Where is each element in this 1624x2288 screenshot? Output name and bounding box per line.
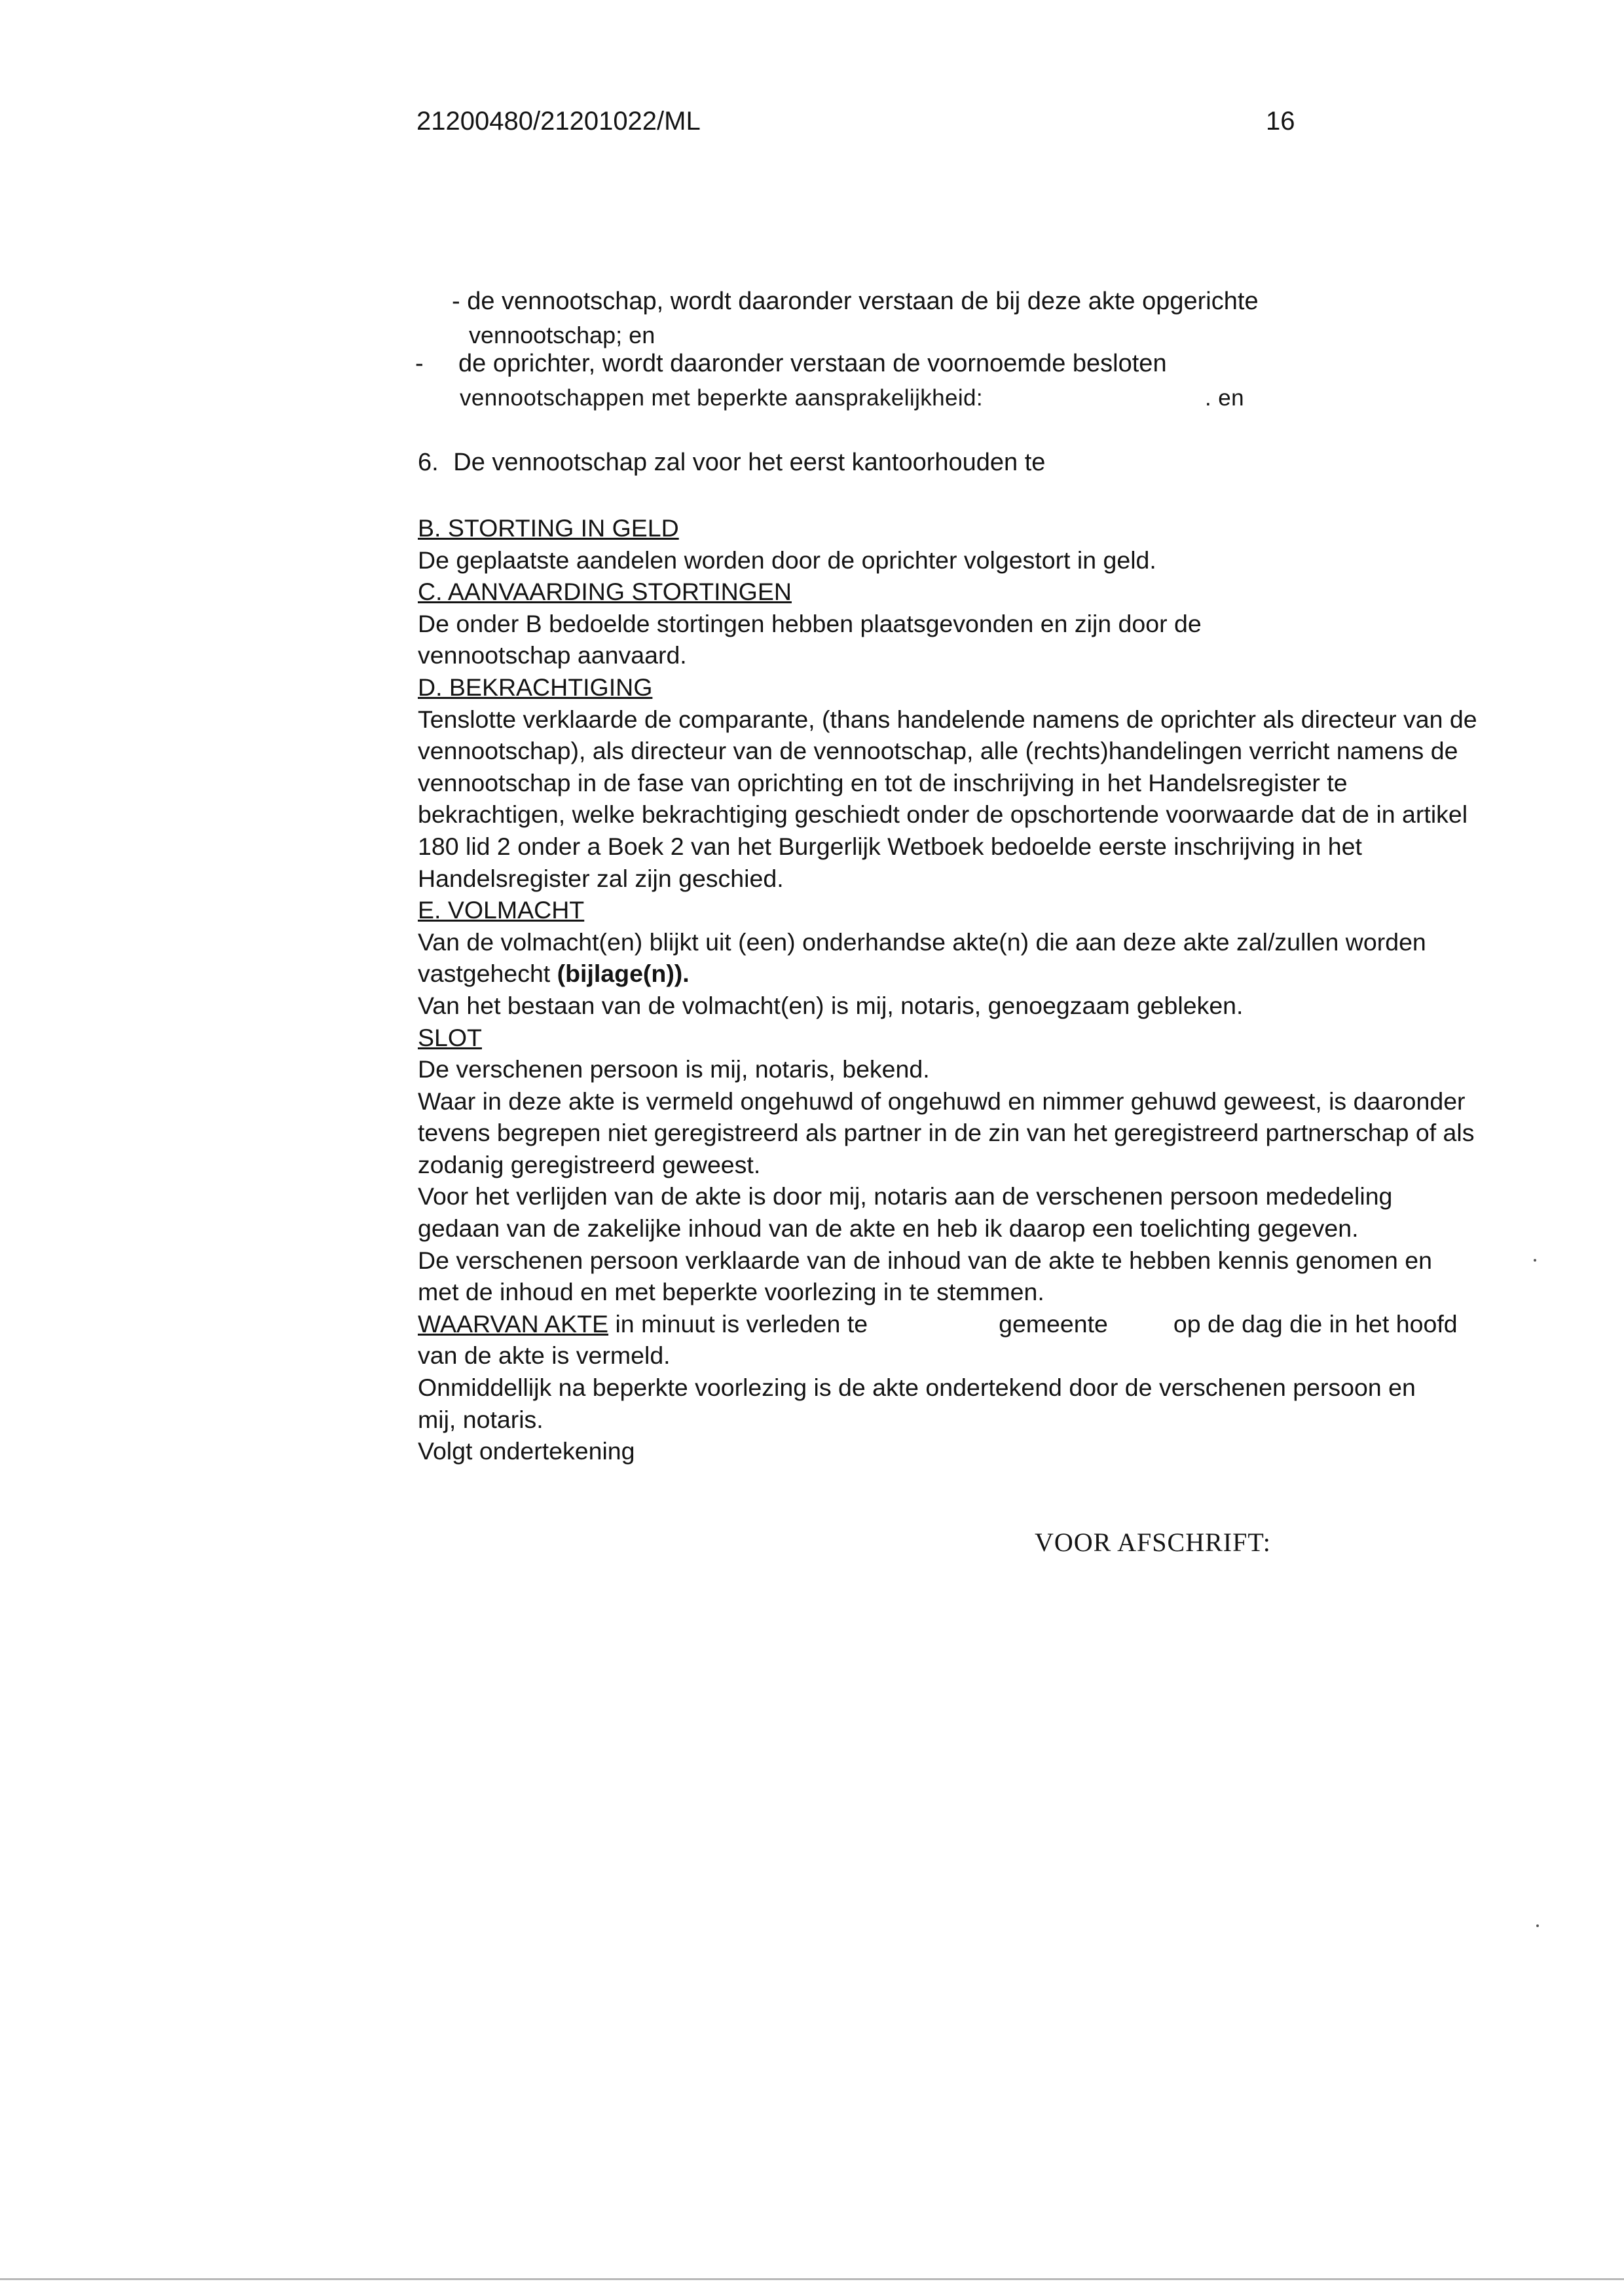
definition-2-line-1: de oprichter, wordt daaronder verstaan de voornoemde besloten <box>458 350 1167 377</box>
definition-2-suffix: . en <box>1205 385 1244 411</box>
document-body <box>418 512 1492 1467</box>
document-reference: 21200480/21201022/ML <box>416 107 701 136</box>
section-b-heading: B. STORTING IN GELD <box>418 514 679 542</box>
slot-paragraph-4: De verschenen persoon verklaarde van de inhoud van de akte te hebben kennis genomen en met de inhoud en met beperkte voorlezing in te stemmen. <box>418 1246 1432 1306</box>
waarvan-akte-paragraph <box>418 1308 1492 1372</box>
definition-2-text: vennootschappen met beperkte aansprakelijkheid: <box>460 385 984 411</box>
section-e-text-1 <box>418 926 1479 990</box>
page-number: 16 <box>1266 107 1295 136</box>
scan-speck <box>1536 1924 1539 1927</box>
definition-1-line-1 <box>452 286 1259 317</box>
definition-1-line-2: vennootschap; en <box>469 322 655 348</box>
section-d-text: Tenslotte verklaarde de comparante, (thans handelende namens de oprichter als directeur van de vennootschap), als directeur van de vennootschap, alle (rechts)handelingen verricht namens de vennootschap in de fase van oprichting en tot de inschrijving in het Handelsregister te bekrachtigen, welke bekrachtiging geschiedt onder de opschortende voorwaarde dat de in artikel 180 lid 2 onder a Boek 2 van het Burgerlijk Wetboek bedoelde eerste inschrijving in het Handelsregister zal zijn geschied. <box>418 705 1477 892</box>
definition-1-text: de vennootschap, wordt daaronder verstaan de bij deze akte opgerichte <box>467 288 1259 315</box>
waarvan-akte-text-1: in minuut is verleden te <box>615 1309 868 1338</box>
definition-2-bullet: - <box>415 350 424 377</box>
section-e-text-2: Van het bestaan van de volmacht(en) is mij, notaris, genoegzaam gebleken. <box>418 991 1244 1019</box>
section-e-bijlage: (bijlage(n)). <box>557 960 690 988</box>
section-c-text: De onder B bedoelde stortingen hebben plaatsgevonden en zijn door de vennootschap aanvaard. <box>418 609 1202 669</box>
article-6 <box>418 447 1045 478</box>
scan-speck <box>1534 1259 1536 1262</box>
scan-edge-line <box>0 2278 1624 2280</box>
section-e-heading: E. VOLMACHT <box>418 896 585 924</box>
section-c-heading: C. AANVAARDING STORTINGEN <box>418 578 792 606</box>
voor-afschrift: VOOR AFSCHRIFT: <box>1035 1528 1271 1557</box>
slot-paragraph-5: Onmiddellijk na beperkte voorlezing is de akte ondertekend door de verschenen persoon en mij, notaris. <box>418 1374 1416 1433</box>
waarvan-akte-text-2: gemeente <box>999 1309 1108 1338</box>
article-6-number: 6. <box>418 449 439 476</box>
slot-paragraph-2: Waar in deze akte is vermeld ongehuwd of ongehuwd en nimmer gehuwd geweest, is daaronder tevens begrepen niet geregistreerd als partner in de zin van het geregistreerd partnerschap of als zodanig geregistreerd geweest. <box>418 1087 1475 1178</box>
slot-paragraph-1: De verschenen persoon is mij, notaris, bekend. <box>418 1055 930 1083</box>
waarvan-akte-heading: WAARVAN AKTE <box>418 1309 609 1338</box>
section-b-text: De geplaatste aandelen worden door de oprichter volgestort in geld. <box>418 546 1156 574</box>
section-d-heading: D. BEKRACHTIGING <box>418 673 653 701</box>
definition-1-bullet: - <box>452 288 460 315</box>
slot-paragraph-3: Voor het verlijden van de akte is door mij, notaris aan de verschenen persoon mededeling gedaan van de zakelijke inhoud van de akte en heb ik daarop een toelichting gegeven. <box>418 1182 1393 1243</box>
article-6-text: De vennootschap zal voor het eerst kantoorhouden te <box>453 449 1046 476</box>
definition-2-line-2 <box>460 383 1244 414</box>
slot-paragraph-6: Volgt ondertekening <box>418 1437 635 1465</box>
section-e-text-1-plain: Van de volmacht(en) blijkt uit (een) onderhandse akte(n) die aan deze akte zal/zullen worden vastgehecht <box>418 928 1426 988</box>
waarvan-akte-text-3: op de dag die in het hoofd van de akte is vermeld. <box>418 1309 1458 1370</box>
slot-heading: SLOT <box>418 1023 482 1051</box>
